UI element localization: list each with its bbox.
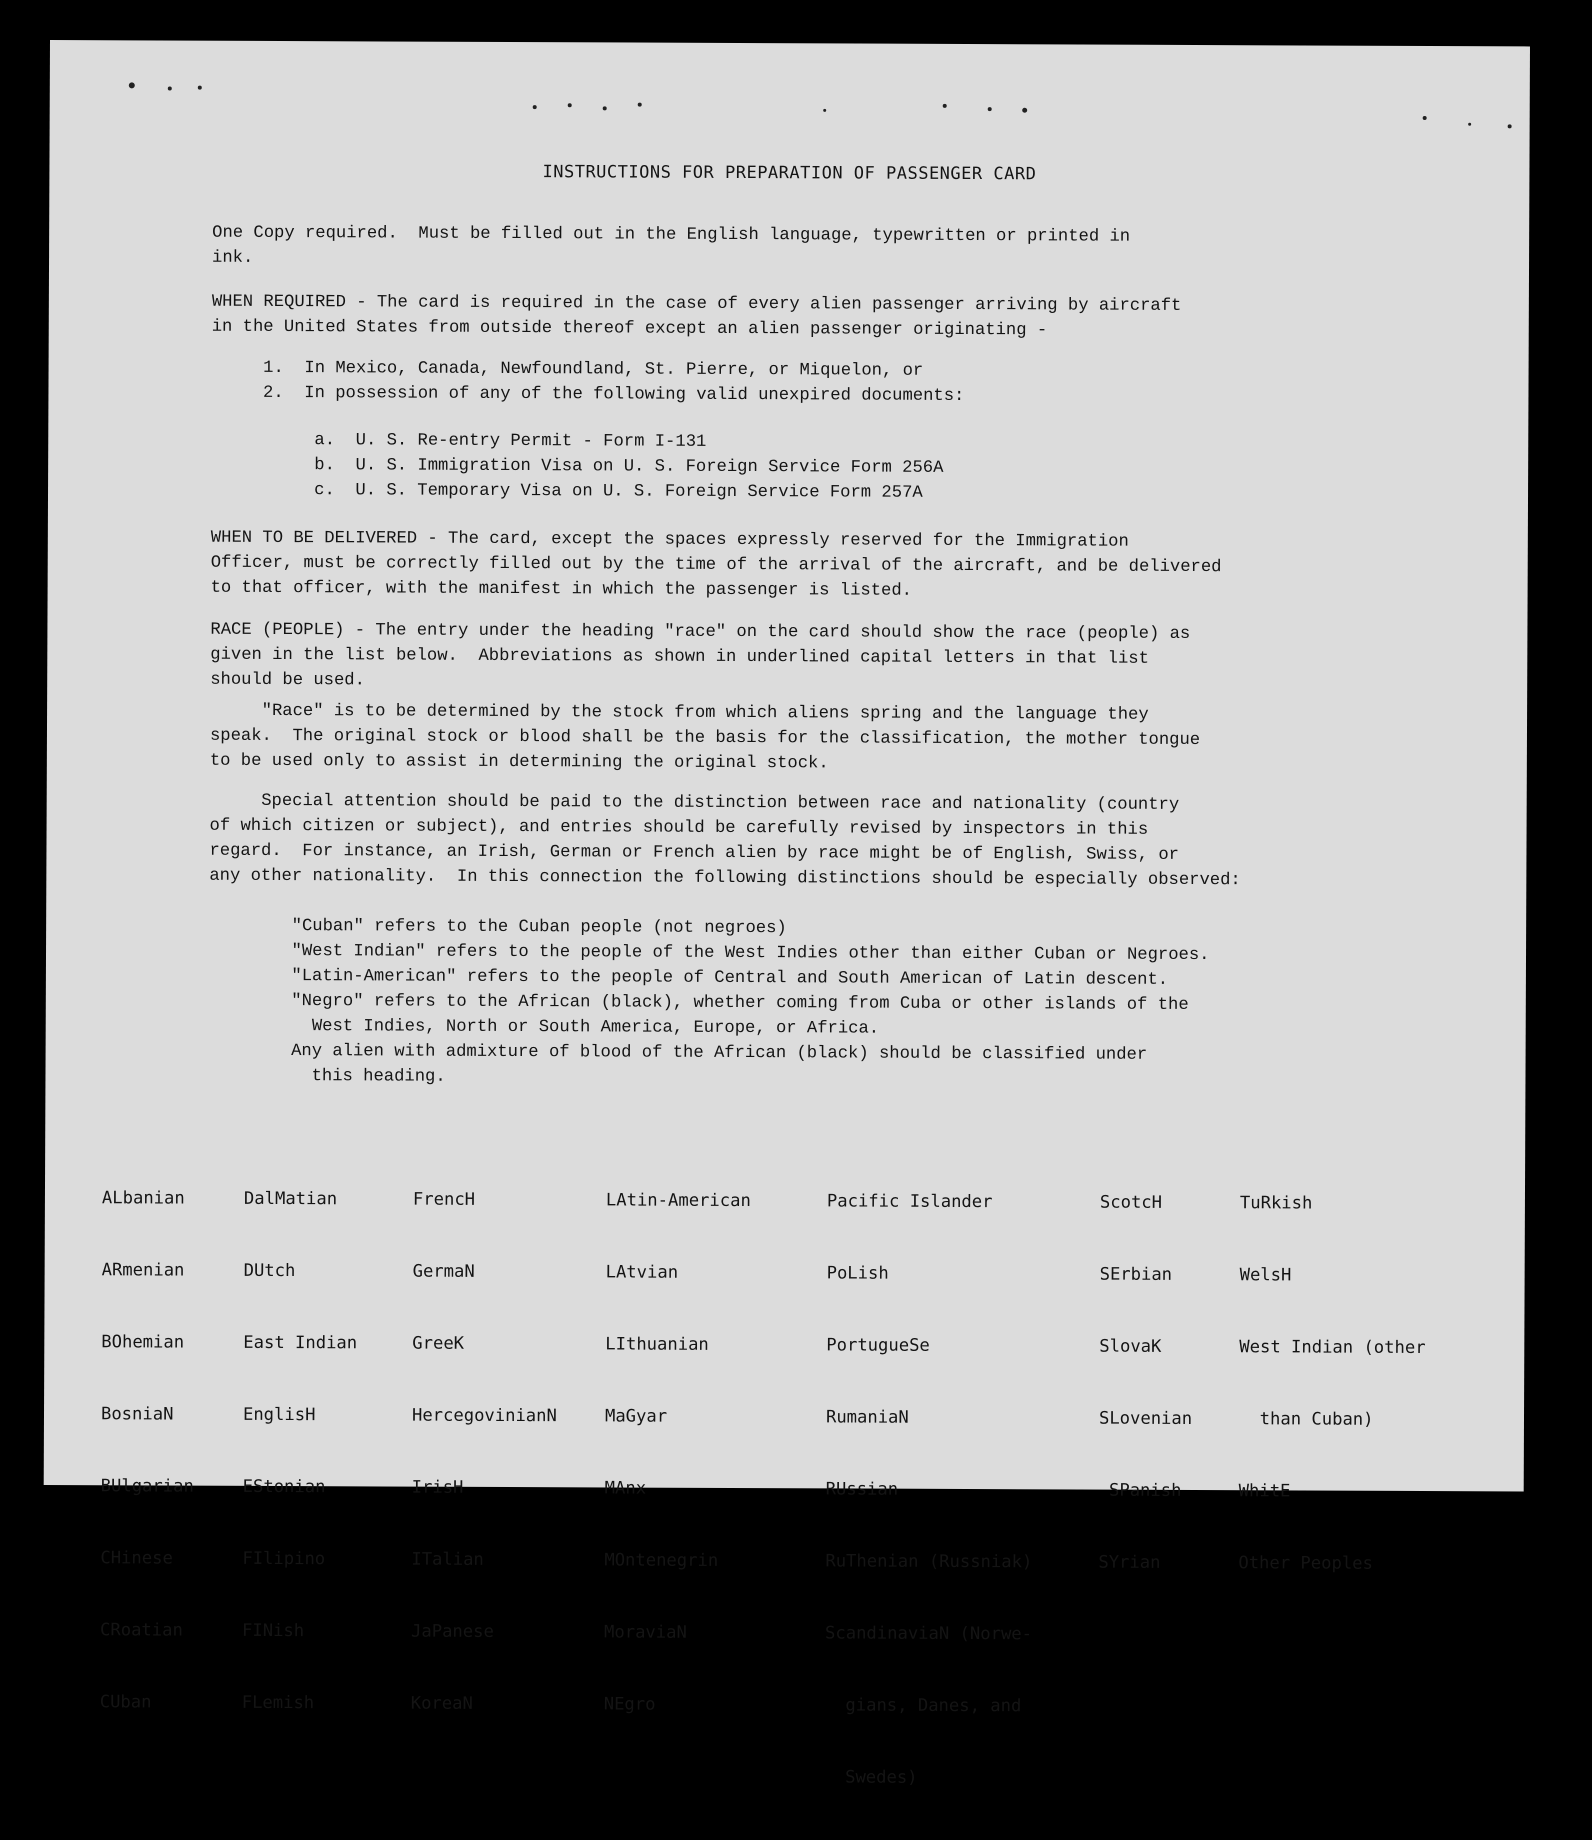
race-item: RUssian	[825, 1479, 899, 1500]
race-item: ITalian	[411, 1549, 484, 1570]
race-item: Other Peoples	[1238, 1553, 1373, 1574]
page-title: INSTRUCTIONS FOR PREPARATION OF PASSENGER CARD	[542, 162, 1037, 185]
race-item: EnglisH	[242, 1404, 316, 1426]
race-item: BosniaN	[100, 1404, 174, 1425]
document-page	[44, 40, 1530, 1788]
race-item: ScandinaviaN (Norwe-	[825, 1623, 1033, 1645]
race-item: GreeK	[412, 1333, 465, 1354]
race-item: West Indian (other	[1239, 1337, 1426, 1359]
race-item: PortugueSe	[826, 1335, 930, 1356]
race-item: CRoatian	[100, 1620, 183, 1641]
race-item: BUlgarian	[100, 1476, 194, 1497]
conditions-list: 1. In Mexico, Canada, Newfoundland, St. Pierre, or Miquelon, or 2. In possession of any of the following valid unexpired documents:	[211, 358, 965, 406]
race-item: ARmenian	[101, 1260, 185, 1281]
race-item: TuRkish	[1239, 1193, 1313, 1214]
race-item: WhitE	[1238, 1481, 1291, 1502]
race-item: LAtin-American	[605, 1190, 751, 1212]
race-column-3	[410, 1140, 558, 1765]
documents-list: a. U. S. Re-entry Permit - Form I-131 b. U. S. Immigration Visa on U. S. Foreign Service Form 256A c. U. S. Temporary Visa on U. S. Foreign Service Form 257A	[210, 430, 944, 503]
race-item: HercegovinianN	[411, 1405, 557, 1427]
race-column-1	[99, 1138, 195, 1762]
special-attention-paragraph: Special attention should be paid to the distinction between race and nationality (country of which citizen or subject), and entries should be carefully revised by inspectors in this regard. For instance, an Irish, German or French alien by race might be of English, Swiss, or any other nationality. In this connection the following distinctions should be especially observed:	[209, 791, 1241, 891]
race-item: LAtvian	[605, 1262, 679, 1283]
race-column-7	[1238, 1143, 1426, 1624]
race-column-4	[603, 1140, 751, 1765]
race-item: MOntenegrin	[604, 1550, 719, 1571]
intro-paragraph: One Copy required. Must be filled out in the English language, typewritten or printed in ink.	[212, 223, 1131, 268]
race-item: FLemish	[241, 1692, 315, 1714]
race-determined-paragraph: "Race" is to be determined by the stock from which aliens spring and the language they speak. The original stock or blood shall be the basis for the classification, the mother tongue to be used only to assist in determining the original stock.	[209, 701, 1201, 774]
race-item: BOhemian	[101, 1332, 185, 1353]
race-item: LIthuanian	[605, 1334, 709, 1355]
race-item: gians, Danes, and	[824, 1695, 1022, 1717]
race-item: JaPanese	[411, 1621, 494, 1642]
race-item: FIlipino	[242, 1548, 326, 1570]
race-item: ScotcH	[1099, 1192, 1163, 1213]
race-column-2	[241, 1139, 358, 1763]
race-item: East Indian	[243, 1332, 358, 1354]
race-item: than Cuban)	[1238, 1409, 1374, 1430]
race-item: MAnx	[604, 1478, 647, 1499]
race-item: SlovaK	[1099, 1336, 1162, 1357]
when-delivered-paragraph: WHEN TO BE DELIVERED - The card, except the spaces expressly reserved for the Immigration Officer, must be correctly filled out by the time of the arrival of the aircraft, and be delivered to that officer, with the manifest in which the passenger is listed.	[210, 528, 1222, 601]
race-item: SPanish	[1098, 1480, 1182, 1501]
race-item: Swedes)	[824, 1767, 918, 1788]
race-item: SErbian	[1099, 1264, 1173, 1285]
race-item: GermaN	[412, 1261, 475, 1282]
race-item: RuThenian (Russniak)	[825, 1551, 1033, 1573]
race-item: DalMatian	[243, 1188, 338, 1210]
race-item: FINish	[242, 1620, 305, 1642]
race-item: Pacific Islander	[826, 1191, 993, 1213]
race-column-5	[824, 1141, 1034, 1838]
race-item: CHinese	[100, 1548, 173, 1569]
race-item: CUban	[99, 1692, 152, 1713]
race-item: ALbanian	[101, 1188, 185, 1209]
race-item: WelsH	[1239, 1265, 1292, 1286]
race-item: IrisH	[411, 1477, 464, 1498]
when-required-paragraph: WHEN REQUIRED - The card is required in the case of every alien passenger arriving by aircraft in the United States from outside thereof except an alien passenger originating -	[211, 292, 1182, 341]
race-item: EStonian	[242, 1476, 326, 1498]
race-item: NEgro	[603, 1694, 656, 1715]
race-item: MaGyar	[604, 1406, 668, 1427]
race-item: MoraviaN	[604, 1622, 687, 1643]
race-item: RumaniaN	[825, 1407, 909, 1428]
race-item: SLovenian	[1098, 1408, 1193, 1429]
race-people-paragraph: RACE (PEOPLE) - The entry under the heading "race" on the card should show the race (people) as given in the list below. Abbreviations as shown in underlined capital letters in that list should be used.	[210, 620, 1191, 691]
race-column-6	[1098, 1143, 1193, 1623]
race-item: DUtch	[243, 1260, 296, 1282]
race-item: KoreaN	[410, 1693, 473, 1714]
distinctions-list: "Cuban" refers to the Cuban people (not negroes) "West Indian" refers to the people of the West Indies other than either Cuban or Negroes. "Latin-American" refers to the people of Central and South American of Latin descent. "Negro" refers to the African (black), whether coming from Cuba or other islands of the West Indies, North or South America, Europe, or Africa. Any alien with admixture of blood of the African (black) should be classified under this heading.	[208, 916, 1210, 1087]
race-item: SYrian	[1098, 1552, 1161, 1573]
race-item: PoLish	[826, 1263, 889, 1284]
race-item: FrencH	[412, 1189, 476, 1210]
